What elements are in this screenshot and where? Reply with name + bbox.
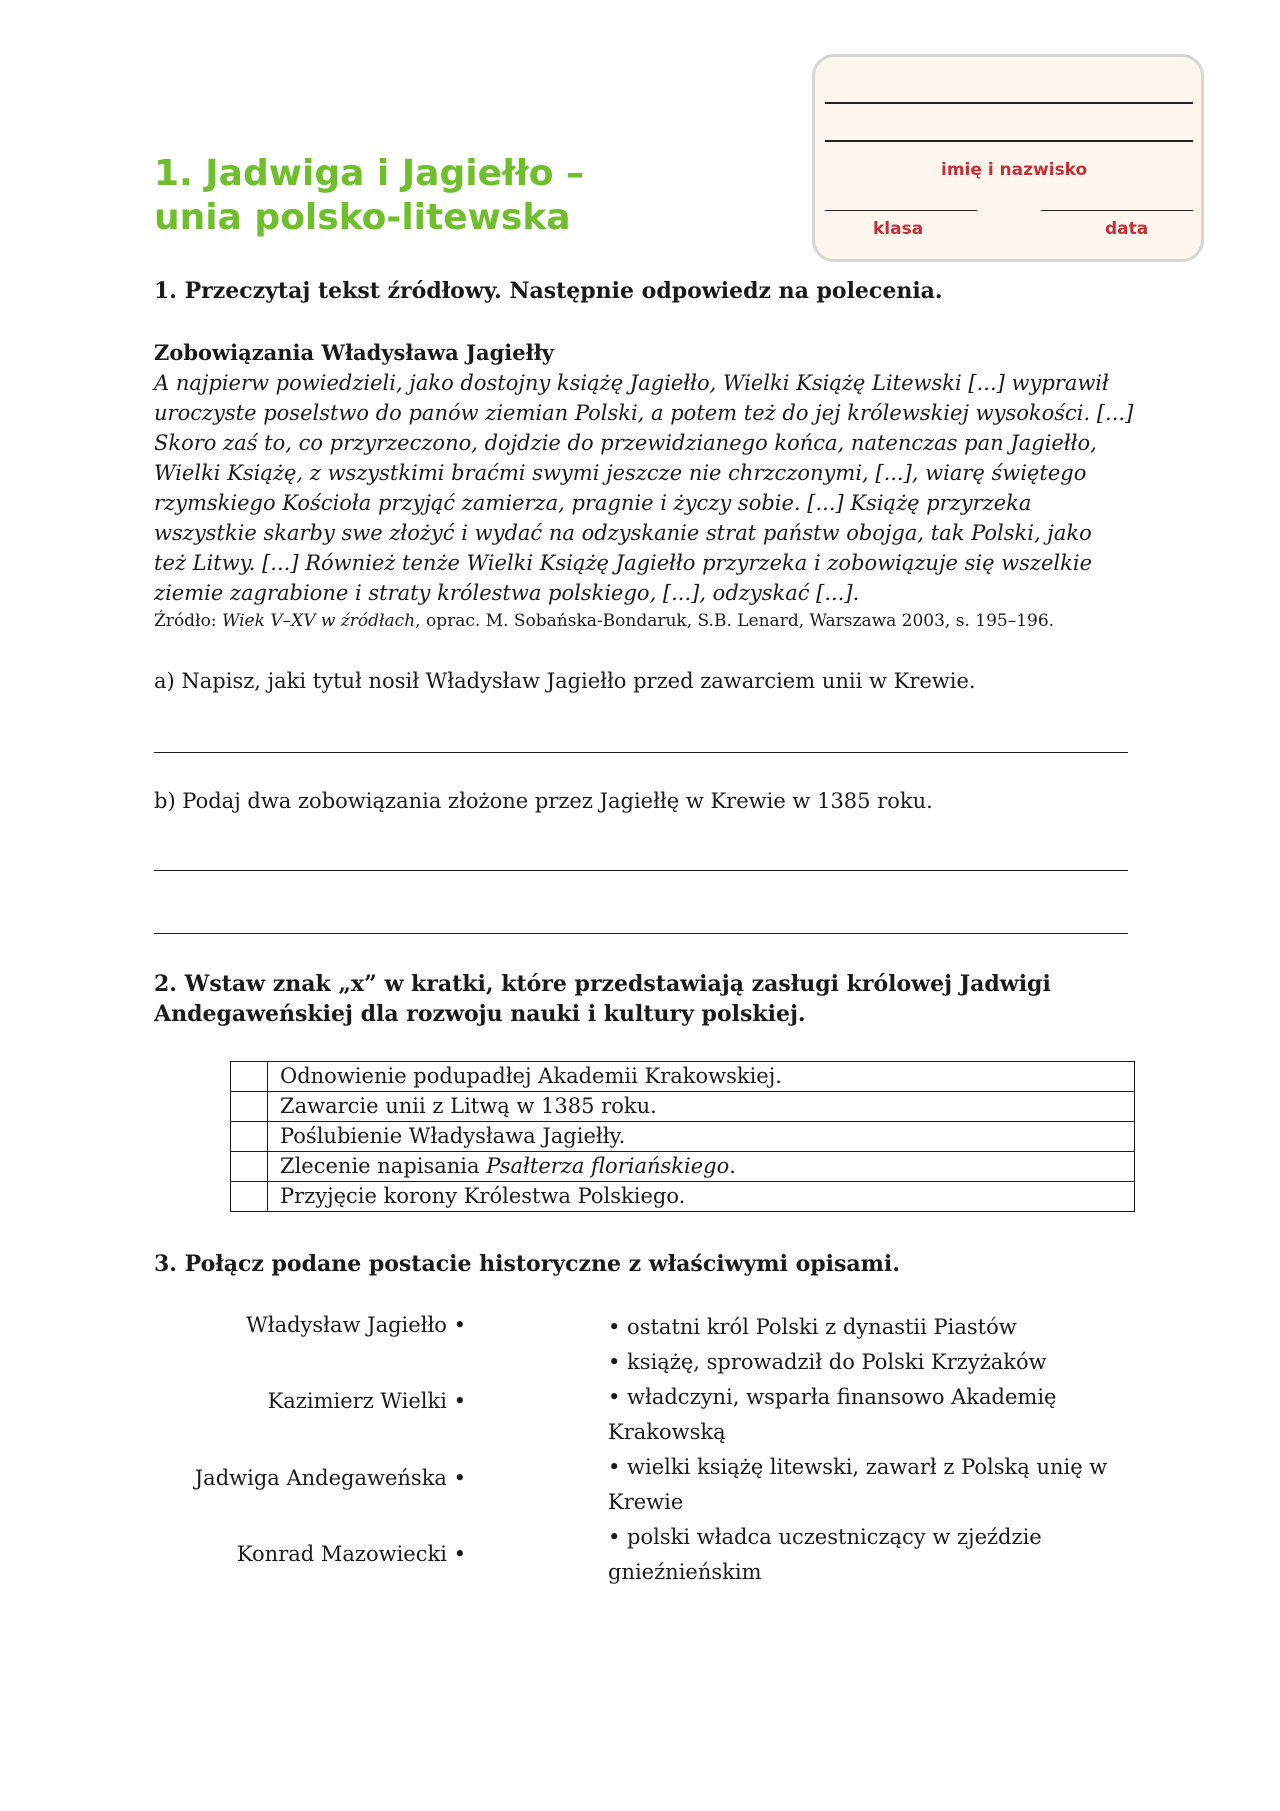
- source-title: Zobowiązania Władysława Jagiełły: [154, 340, 554, 365]
- merit-text-start: Zlecenie napisania: [280, 1154, 487, 1178]
- title-line-1: 1. Jadwiga i Jagiełło –: [154, 153, 584, 194]
- date-line[interactable]: [1041, 210, 1193, 211]
- person-item[interactable]: Kazimierz Wielki •: [267, 1389, 466, 1413]
- reference-prefix: Źródło:: [154, 611, 222, 631]
- task3-heading: 3. Połącz podane postacie historyczne z właściwymi opisami.: [154, 1251, 900, 1277]
- merit-text-italic: Psałterza floriańskiego: [486, 1154, 730, 1178]
- person-item[interactable]: Konrad Mazowiecki •: [236, 1542, 466, 1566]
- description-item[interactable]: • wielki książę litewski, zawarł z Polską unię w Krewie: [608, 1455, 1108, 1514]
- source-line: ziemie zagrabione i straty królestwa polskiego, [...], odzyskać [...].: [154, 581, 860, 605]
- name-line-2[interactable]: [825, 140, 1193, 142]
- merit-text-end: .: [729, 1154, 736, 1178]
- reference-details: , oprac. M. Sobańska-Bondaruk, S.B. Lenard, Warszawa 2003, s. 195–196.: [415, 611, 1055, 631]
- merit-text: Poślubienie Władysława Jagiełły.: [268, 1122, 1135, 1152]
- source-line: wszystkie skarby swe złożyć i wydać na odzyskanie strat państw obojga, tak Polski, jako: [154, 521, 1092, 545]
- person-item[interactable]: Władysław Jagiełło •: [246, 1313, 466, 1337]
- description-item[interactable]: • władczyni, wsparła finansowo Akademię Krakowską: [608, 1385, 1057, 1444]
- source-line: Skoro zaś to, co przyrzeczono, dojdzie do przewidzianego końca, natenczas pan Jagiełło,: [154, 431, 1097, 455]
- merit-text: Odnowienie podupadłej Akademii Krakowskiej.: [268, 1062, 1135, 1092]
- merit-text: Przyjęcie korony Królestwa Polskiego.: [268, 1182, 1135, 1212]
- task2-heading-line-2: Andegaweńskiej dla rozwoju nauki i kultury polskiej.: [154, 1001, 806, 1027]
- description-item[interactable]: • ostatni król Polski z dynastii Piastów: [608, 1315, 1017, 1339]
- person-item[interactable]: Jadwiga Andegaweńska •: [194, 1466, 466, 1490]
- class-line[interactable]: [825, 210, 977, 211]
- date-label: data: [1105, 219, 1149, 239]
- descriptions-column: [608, 1310, 1128, 1590]
- title-line-2: unia polsko-litewska: [154, 197, 571, 238]
- question-b: b) Podaj dwa zobowiązania złożone przez Jagiełłę w Krewie w 1385 roku.: [154, 789, 933, 813]
- description-item[interactable]: • polski władca uczestniczący w zjeździe gnieźnieńskim: [608, 1525, 1042, 1584]
- source-line: Wielki Książę, z wszystkimi braćmi swymi jeszcze nie chrzczonymi, [...], wiarę świętego: [154, 461, 1087, 485]
- task2-heading-line-1: 2. Wstaw znak „x” w kratki, które przedstawiają zasługi królowej Jadwigi: [154, 971, 1051, 997]
- description-item[interactable]: • książę, sprowadził do Polski Krzyżaków: [608, 1350, 1047, 1374]
- merit-text: Zawarcie unii z Litwą w 1385 roku.: [268, 1092, 1135, 1122]
- question-a: a) Napisz, jaki tytuł nosił Władysław Jagiełło przed zawarciem unii w Krewie.: [154, 669, 976, 693]
- source-line: rzymskiego Kościoła przyjąć zamierza, pragnie i życzy sobie. [...] Książę przyrzeka: [154, 491, 1032, 515]
- source-line: A najpierw powiedzieli, jako dostojny książę Jagiełło, Wielki Książę Litewski [...] wyprawił: [154, 371, 1109, 395]
- task1-heading: 1. Przeczytaj tekst źródłowy. Następnie odpowiedz na polecenia.: [154, 278, 943, 304]
- reference-book-title: Wiek V–XV w źródłach: [221, 611, 416, 631]
- name-line-1[interactable]: [825, 102, 1193, 104]
- source-line: też Litwy. [...] Również tenże Wielki Książę Jagiełło przyrzeka i zobowiązuje się wszelkie: [154, 551, 1092, 575]
- class-label: klasa: [873, 219, 924, 239]
- name-label: imię i nazwisko: [941, 160, 1088, 180]
- source-line: uroczyste poselstwo do panów ziemian Polski, a potem też do jej królewskiej wysokości. [...]: [154, 401, 1134, 425]
- people-column: [150, 0, 466, 1600]
- student-info-card: [812, 54, 1204, 262]
